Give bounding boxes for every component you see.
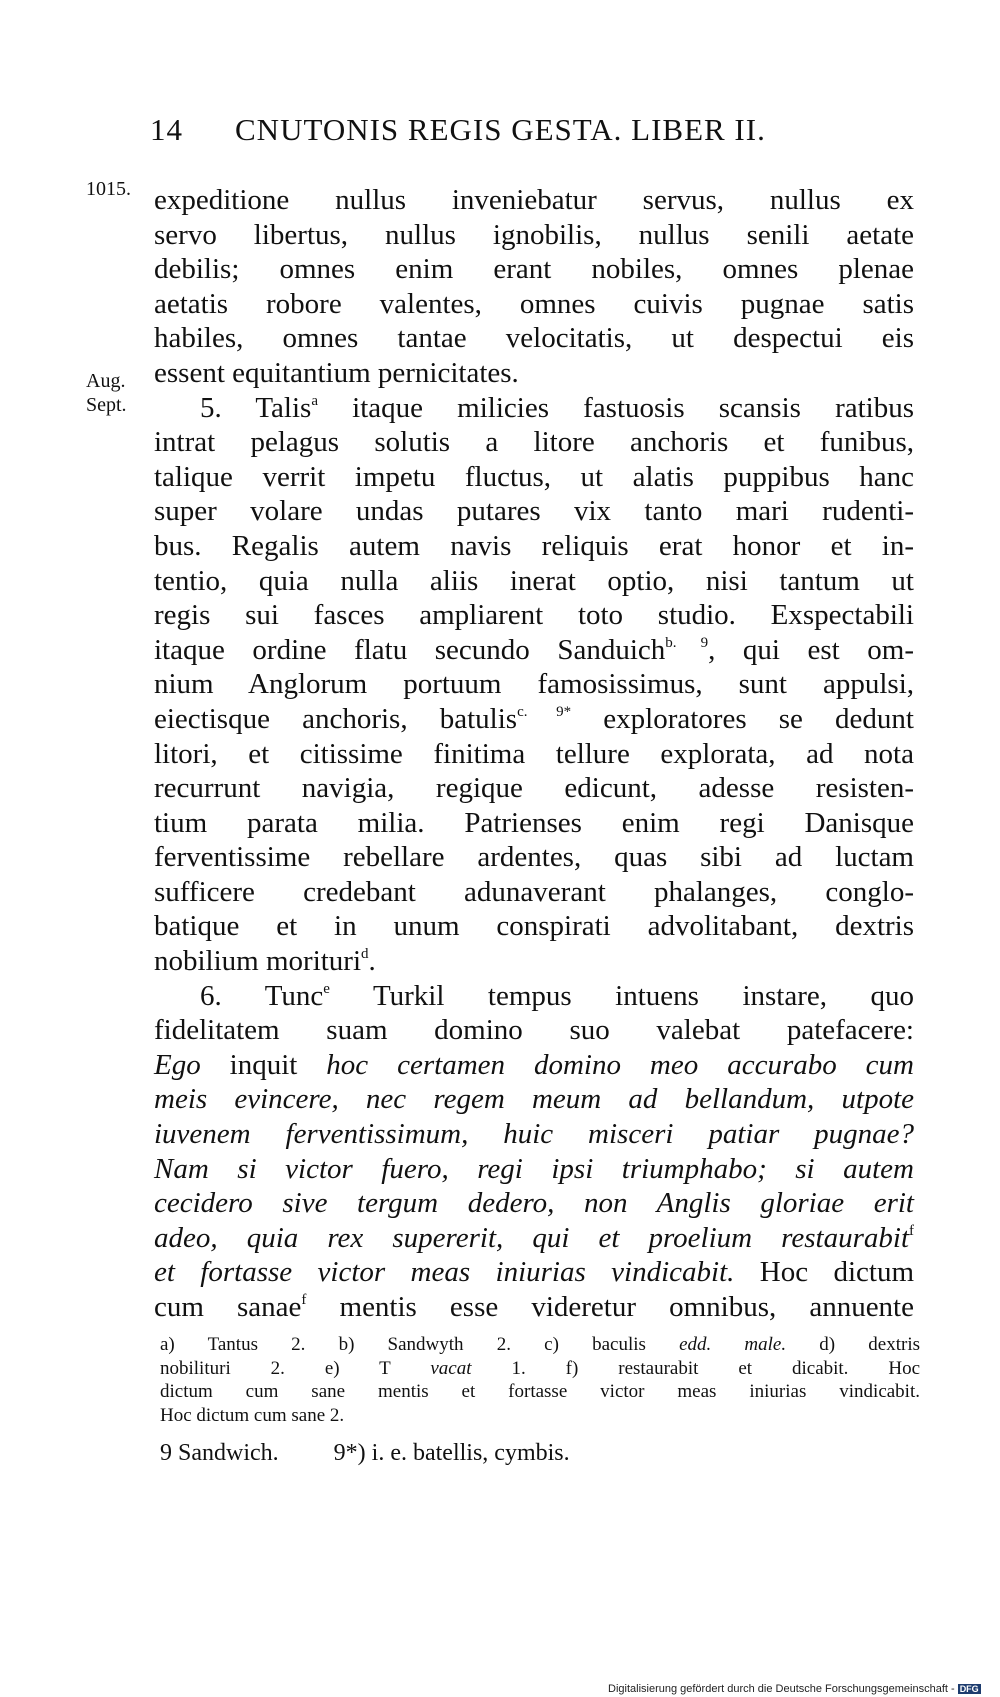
note-9-star: 9*) i. e. batellis, cymbis. [333, 1440, 570, 1466]
page-number: 14 [150, 112, 183, 147]
note-ref-f: f [909, 1222, 914, 1239]
note-ref-c9: c. 9* [517, 703, 572, 720]
text-line: nium Anglorum portuum famosissimus, sunt appulsi, [154, 668, 914, 701]
text-line: debilis; omnes enim erant nobiles, omnes plenae [154, 253, 914, 286]
text-line: tentio, quia nulla aliis inerat optio, nisi tantum ut [154, 564, 914, 597]
footnote-f: f) restaurabit et dicabit. [565, 1357, 849, 1379]
credit-text: Digitalisierung gefördert durch die Deutsche Forschungsgemeinschaft - [608, 1683, 955, 1695]
italic-span: Nam si victor fuero, regi ipsi triumphabo; si autem [154, 1152, 914, 1185]
footnote-d: d) dextris [819, 1334, 921, 1355]
digitization-credit [608, 1683, 981, 1695]
footnote-line [160, 1357, 920, 1381]
text-line [154, 1048, 914, 1083]
margin-month-aug: Aug. [86, 370, 126, 392]
italic-span: cecidero sive tergum dedero, non Anglis gloriae erit [154, 1187, 914, 1220]
text-line: recurrunt navigia, regique edicunt, adesse resisten- [154, 772, 914, 805]
footnote-d-cont: nobilituri 2. [160, 1357, 285, 1379]
note-ref-d: d [361, 946, 369, 963]
text-span: . [368, 945, 376, 978]
text-span: nobilium morituri [154, 945, 362, 978]
text-span: inquit [200, 1048, 327, 1081]
footnote-f-cont: Hoc [888, 1357, 921, 1379]
text-span: eiectisque anchoris, batulis [154, 702, 518, 735]
italic-span: iuvenem ferventissimum, huic misceri patiar pugnae? [154, 1118, 914, 1151]
critical-apparatus [160, 1333, 920, 1427]
italic-span: hoc certamen domino meo accurabo cum [326, 1048, 914, 1081]
footnote-line [160, 1333, 920, 1357]
text-line [154, 1152, 914, 1187]
text-line: servo libertus, nullus ignobilis, nullus senili aetate [154, 218, 914, 251]
italic-span: adeo, quia rex supererit, qui et proelium restaurabit [154, 1221, 909, 1254]
text-span: Hoc dictum [734, 1256, 915, 1289]
text-line [154, 1117, 914, 1152]
dfg-logo: DFG [959, 1684, 979, 1694]
text-line: aetatis robore valentes, omnes cuivis pugnae satis [154, 287, 914, 320]
text-line: regis sui fasces ampliarent toto studio. Exspectabili [154, 599, 914, 632]
italic-span: vacat [430, 1357, 472, 1379]
text-line: bus. Regalis autem navis reliquis erat honor et in- [154, 529, 914, 562]
running-header [150, 112, 830, 148]
text-line [154, 1186, 914, 1221]
note-ref-f: f [301, 1292, 307, 1308]
text-line: essent equitantium pernicitates. [154, 356, 519, 389]
note-ref-e: e [323, 980, 330, 997]
text-line: ferventissime rebellare ardentes, quas sibi ad luctam [154, 841, 914, 874]
text-line: habiles, omnes tantae velocitatis, ut despectui eis [154, 322, 914, 355]
footnote-c [544, 1334, 786, 1355]
commentary-notes [160, 1440, 570, 1467]
text-line: talique verrit impetu fluctus, ut alatis puppibus hanc [154, 460, 914, 493]
section-6-start: 6. Tunc [200, 979, 324, 1012]
margin-month-sept: Sept. [86, 394, 127, 416]
text-line: expeditione nullus inveniebatur servus, nullus ex [154, 184, 914, 216]
section-5-start: 5. Talis [200, 391, 312, 424]
text-line [154, 391, 914, 426]
note-9: 9 Sandwich. [160, 1440, 279, 1466]
note-ref-b9: b. 9 [665, 634, 709, 651]
footnote-e [325, 1358, 526, 1379]
text-line: litori, et citissime finitima tellure explorata, ad nota [154, 737, 914, 770]
margin-year: 1015. [86, 178, 131, 200]
body-text [154, 183, 914, 1325]
text-span: cum sanae [154, 1291, 302, 1323]
footnote-b: b) Sandwyth 2. [338, 1334, 511, 1355]
note-ref-a: a [311, 392, 319, 409]
text-line: intrat pelagus solutis a litore anchoris et funibus, [154, 426, 914, 459]
text-line [154, 1221, 914, 1256]
footnote-a: a) Tantus 2. [160, 1334, 306, 1355]
text-line: batique et in unum conspirati advolitabant, dextris [154, 910, 914, 943]
text-line [154, 944, 914, 979]
text-span: Turkil tempus intuens instare, quo [329, 979, 914, 1012]
text-span: mentis esse videretur omnibus, annuente [306, 1291, 914, 1323]
text-line [154, 979, 914, 1014]
text-span: c) baculis [544, 1334, 680, 1355]
text-span: itaque milicies fastuosis scansis ratibus [318, 391, 915, 424]
text-span: 1. [471, 1357, 526, 1379]
italic-span: meis evincere, nec regem meum ad bellandum, utpote [154, 1083, 914, 1116]
text-line: fidelitatem suam domino suo valebat patefacere: [154, 1014, 914, 1047]
running-title: CNUTONIS REGIS GESTA. LIBER II. [235, 112, 766, 147]
text-line [154, 1255, 914, 1290]
text-line [154, 1290, 914, 1325]
footnote-line: Hoc dictum cum sane 2. [160, 1404, 345, 1426]
text-line [154, 1082, 914, 1117]
italic-span: et fortasse victor meas iniurias vindicabit. [154, 1256, 735, 1289]
text-span: exploratores se dedunt [571, 702, 914, 735]
text-span: e) T [324, 1357, 431, 1379]
text-line [154, 702, 914, 737]
text-line: tium parata milia. Patrienses enim regi Danisque [154, 806, 914, 839]
text-span: itaque ordine flatu secundo Sanduich [154, 633, 666, 666]
text-line: super volare undas putares vix tanto mari rudenti- [154, 495, 914, 528]
text-line [154, 633, 914, 668]
italic-span: Ego [154, 1048, 201, 1081]
text-line: sufficere credebant adunaverant phalanges, conglo- [154, 875, 914, 908]
text-span: , qui est om- [708, 633, 914, 666]
italic-span: edd. male. [679, 1334, 787, 1355]
footnote-line: dictum cum sane mentis et fortasse victor meas iniurias vindicabit. [160, 1381, 920, 1402]
